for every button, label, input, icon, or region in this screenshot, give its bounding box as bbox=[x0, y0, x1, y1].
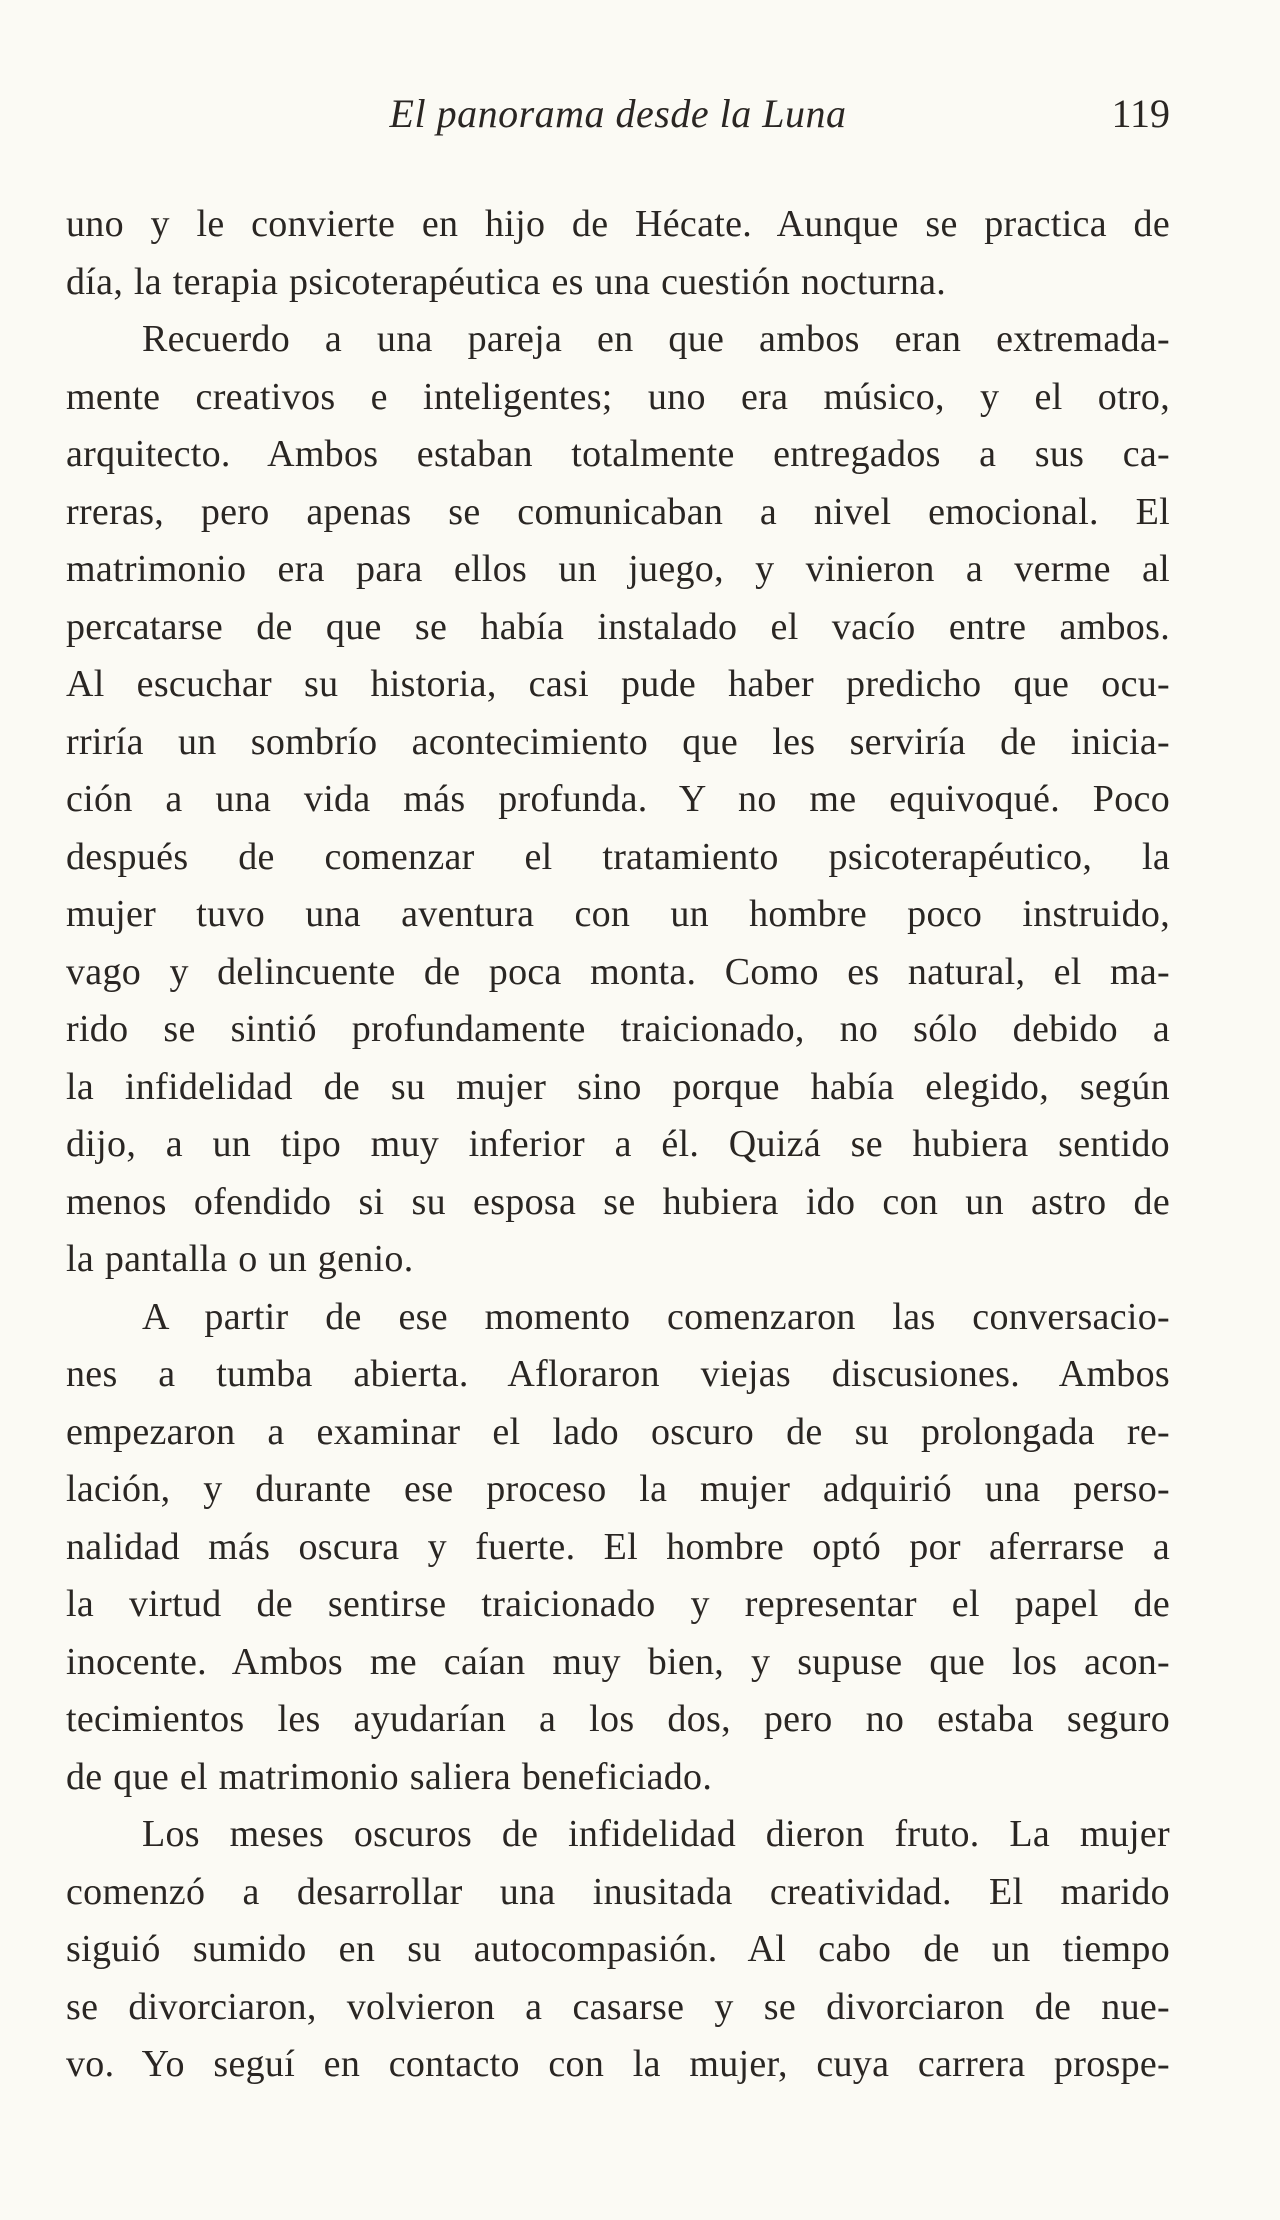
text-line: percatarse de que se había instalado el vacío entre ambos. bbox=[66, 605, 1170, 648]
paragraph bbox=[66, 1806, 1170, 2094]
text-line: empezaron a examinar el lado oscuro de su prolongada re- bbox=[66, 1410, 1170, 1453]
text-line: siguió sumido en su autocompasión. Al cabo de un tiempo bbox=[66, 1928, 1170, 1970]
text-line: Al escuchar su historia, casi pude haber predicho que ocu- bbox=[66, 663, 1170, 705]
text-line: se divorciaron, volvieron a casarse y se divorciaron de nue- bbox=[66, 1985, 1170, 2028]
text-line: rriría un sombrío acontecimiento que les serviría de inicia- bbox=[66, 720, 1170, 763]
text-line: después de comenzar el tratamiento psicoterapéutico, la bbox=[66, 835, 1170, 878]
page-number: 119 bbox=[1111, 91, 1170, 136]
text-line: mente creativos e inteligentes; uno era músico, y el otro, bbox=[66, 375, 1170, 418]
text-line: menos ofendido si su esposa se hubiera ido con un astro de bbox=[66, 1180, 1170, 1223]
text-line: la virtud de sentirse traicionado y representar el papel de bbox=[66, 1583, 1170, 1625]
text-line: Recuerdo a una pareja en que ambos eran extremada- bbox=[142, 318, 1170, 360]
running-title: El panorama desde la Luna bbox=[389, 91, 847, 136]
paragraph bbox=[66, 311, 1170, 1289]
paragraph bbox=[66, 196, 1170, 311]
text-line: rreras, pero apenas se comunicaban a nivel emocional. El bbox=[66, 490, 1170, 533]
text-line: nalidad más oscura y fuerte. El hombre optó por aferrarse a bbox=[66, 1525, 1170, 1568]
running-header bbox=[66, 84, 1170, 144]
text-line: rido se sintió profundamente traicionado, no sólo debido a bbox=[66, 1008, 1170, 1050]
text-line: vo. Yo seguí en contacto con la mujer, cuya carrera prospe- bbox=[66, 2043, 1170, 2085]
text-line: mujer tuvo una aventura con un hombre poco instruido, bbox=[66, 893, 1170, 935]
text-line: nes a tumba abierta. Afloraron viejas discusiones. Ambos bbox=[66, 1353, 1170, 1395]
body-text bbox=[66, 196, 1170, 2094]
text-line: día, la terapia psicoterapéutica es una cuestión nocturna. bbox=[66, 260, 947, 303]
text-line: vago y delincuente de poca monta. Como es natural, el ma- bbox=[66, 950, 1170, 993]
text-line: uno y le convierte en hijo de Hécate. Aunque se practica de bbox=[66, 203, 1170, 245]
text-line: dijo, a un tipo muy inferior a él. Quizá se hubiera sentido bbox=[66, 1123, 1170, 1165]
text-line: Los meses oscuros de infidelidad dieron fruto. La mujer bbox=[142, 1813, 1170, 1855]
text-line: ción a una vida más profunda. Y no me equivoqué. Poco bbox=[66, 778, 1170, 820]
text-line: tecimientos les ayudarían a los dos, pero no estaba seguro bbox=[66, 1698, 1170, 1740]
text-line: A partir de ese momento comenzaron las conversacio- bbox=[142, 1295, 1170, 1338]
text-line: la pantalla o un genio. bbox=[66, 1238, 414, 1280]
text-line: arquitecto. Ambos estaban totalmente entregados a sus ca- bbox=[66, 433, 1170, 475]
text-line: comenzó a desarrollar una inusitada creatividad. El marido bbox=[66, 1870, 1170, 1913]
text-line: de que el matrimonio saliera beneficiado. bbox=[66, 1755, 713, 1798]
paragraph bbox=[66, 1289, 1170, 1807]
text-line: matrimonio era para ellos un juego, y vinieron a verme al bbox=[66, 548, 1170, 590]
text-line: lación, y durante ese proceso la mujer adquirió una perso- bbox=[66, 1468, 1170, 1510]
text-line: inocente. Ambos me caían muy bien, y supuse que los acon- bbox=[66, 1640, 1170, 1683]
text-line: la infidelidad de su mujer sino porque había elegido, según bbox=[66, 1065, 1170, 1108]
